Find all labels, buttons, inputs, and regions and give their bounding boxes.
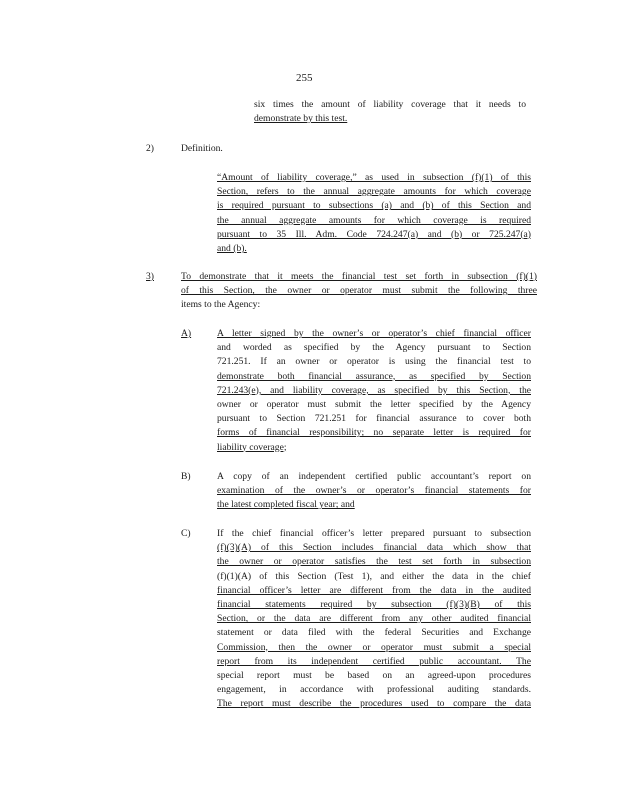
continuation-paragraph xyxy=(254,98,526,126)
text-line: the owner or operator satisfies the test set forth in subsection xyxy=(217,556,531,568)
text-line: and worded as specified by the Agency pursuant to Section xyxy=(217,342,531,354)
text-line: If the chief financial officer’s letter prepared pursuant to subsection xyxy=(217,528,531,539)
text-line: 721.251. If an owner or operator is using the financial test to xyxy=(217,356,531,368)
text-line: items to the Agency: xyxy=(181,299,261,311)
text-line: six times the amount of liability coverage that it needs to xyxy=(254,99,526,110)
item-2-label: 2) xyxy=(146,143,154,154)
item-b-paragraph xyxy=(217,470,531,513)
item-a-label: A) xyxy=(181,328,192,339)
text-line: (f)(1)(A) of this Section (Test 1), and either the data in the chief xyxy=(217,570,531,582)
text-line: the latest completed fiscal year; and xyxy=(217,499,355,511)
text-line: The report must describe the procedures used to compare the data xyxy=(217,698,531,710)
text-line: To demonstrate that it meets the financial test set forth in subsection (f)(1) xyxy=(181,271,537,282)
text-line: is required pursuant to subsections (a) and (b) of this Section and xyxy=(217,200,531,212)
text-line: engagement, in accordance with professional auditing standards. xyxy=(217,684,531,696)
item-b-label: B) xyxy=(181,471,191,482)
definition-paragraph xyxy=(217,171,531,256)
text-line: owner or operator must submit the letter specified by the Agency xyxy=(217,398,531,410)
item-2-heading: Definition. xyxy=(181,143,223,154)
item-a-paragraph xyxy=(217,327,531,455)
text-line: demonstrate by this test. xyxy=(254,113,348,125)
text-line: financial officer’s letter are different from the data in the audited xyxy=(217,584,531,596)
text-line: financial statements required by subsection (f)(3)(B) of this xyxy=(217,598,531,610)
text-line: the annual aggregate amounts for which coverage is required xyxy=(217,214,531,226)
text-line: Section, refers to the annual aggregate amounts for which coverage xyxy=(217,186,531,198)
text-line: (f)(3)(A) of this Section includes financial data which show that xyxy=(217,542,531,554)
text-line: report from its independent certified public accountant. The xyxy=(217,655,531,667)
text-line: and (b). xyxy=(217,242,247,254)
item-3-label: 3) xyxy=(146,271,154,282)
page-number: 255 xyxy=(296,72,313,84)
text-line: A copy of an independent certified public accountant’s report on xyxy=(217,471,531,482)
text-line: Commission, then the owner or operator must submit a special xyxy=(217,641,531,653)
text-line: liability coverage; xyxy=(217,441,287,453)
text-line: examination of the owner’s or operator’s financial statements for xyxy=(217,485,531,497)
item-3-paragraph xyxy=(181,270,537,313)
text-line: pursuant to 35 Ill. Adm. Code 724.247(a) and (b) or 725.247(a) xyxy=(217,228,531,240)
item-c-label: C) xyxy=(181,528,191,539)
text-line: forms of financial responsibility; no separate letter is required for xyxy=(217,427,531,439)
text-line: A letter signed by the owner’s or operator’s chief financial officer xyxy=(217,328,531,339)
text-line: pursuant to Section 721.251 for financial assurance to cover both xyxy=(217,413,531,425)
text-line: special report must be based on an agreed-upon procedures xyxy=(217,669,531,681)
text-line: 721.243(e), and liability coverage, as specified by this Section, the xyxy=(217,384,531,396)
text-line: Section, or the data are different from any other audited financial xyxy=(217,613,531,625)
text-line: “Amount of liability coverage,” as used in subsection (f)(1) of this xyxy=(217,172,531,183)
text-line: of this Section, the owner or operator must submit the following three xyxy=(181,285,537,297)
item-c-paragraph xyxy=(217,527,531,711)
text-line: demonstrate both financial assurance, as specified by Section xyxy=(217,370,531,382)
text-line: statement or data filed with the federal Securities and Exchange xyxy=(217,627,531,639)
